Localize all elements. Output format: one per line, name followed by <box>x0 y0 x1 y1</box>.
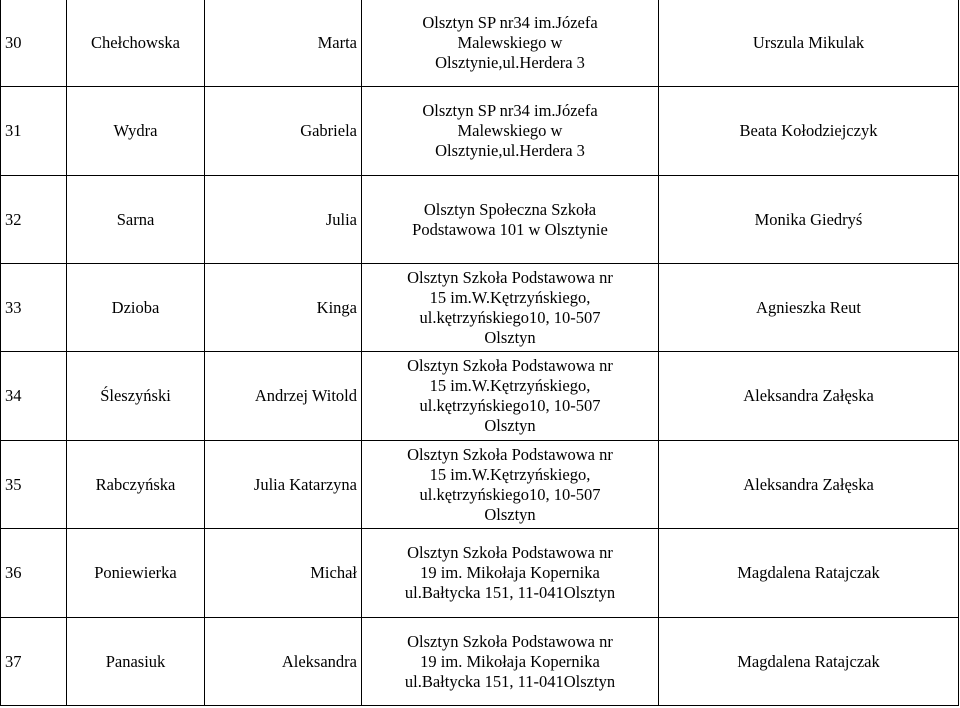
school-cell: Olsztyn Szkoła Podstawowa nr 15 im.W.Kętrzyńskiego, ul.kętrzyńskiego10, 10-507 Olsztyn <box>362 441 659 529</box>
school-cell: Olsztyn Szkoła Podstawowa nr 15 im.W.Kętrzyńskiego, ul.kętrzyńskiego10, 10-507 Olsztyn <box>362 352 659 441</box>
table-row <box>1 441 959 529</box>
table-row <box>1 264 959 352</box>
first-name-cell: Julia Katarzyna <box>205 441 362 529</box>
table-row <box>1 618 959 706</box>
first-name-cell: Julia <box>205 176 362 264</box>
surname-cell: Poniewierka <box>67 529 205 618</box>
teacher-cell: Aleksandra Załęska <box>659 441 959 529</box>
table-row <box>1 176 959 264</box>
teacher-cell: Magdalena Ratajczak <box>659 529 959 618</box>
first-name-cell: Andrzej Witold <box>205 352 362 441</box>
row-number: 30 <box>1 0 67 87</box>
surname-cell: Wydra <box>67 87 205 176</box>
first-name-cell: Gabriela <box>205 87 362 176</box>
row-number: 33 <box>1 264 67 352</box>
surname-cell: Dzioba <box>67 264 205 352</box>
school-cell: Olsztyn Społeczna Szkoła Podstawowa 101 w Olsztynie <box>362 176 659 264</box>
surname-cell: Chełchowska <box>67 0 205 87</box>
first-name-cell: Michał <box>205 529 362 618</box>
table-row <box>1 0 959 87</box>
table-row <box>1 87 959 176</box>
teacher-cell: Aleksandra Załęska <box>659 352 959 441</box>
teacher-cell: Agnieszka Reut <box>659 264 959 352</box>
table-row <box>1 529 959 618</box>
surname-cell: Śleszyński <box>67 352 205 441</box>
teacher-cell: Beata Kołodziejczyk <box>659 87 959 176</box>
row-number: 31 <box>1 87 67 176</box>
row-number: 35 <box>1 441 67 529</box>
table-row <box>1 352 959 441</box>
row-number: 36 <box>1 529 67 618</box>
school-cell: Olsztyn Szkoła Podstawowa nr 15 im.W.Kętrzyńskiego, ul.kętrzyńskiego10, 10-507 Olsztyn <box>362 264 659 352</box>
teacher-cell: Monika Giedryś <box>659 176 959 264</box>
row-number: 34 <box>1 352 67 441</box>
surname-cell: Rabczyńska <box>67 441 205 529</box>
school-cell: Olsztyn Szkoła Podstawowa nr 19 im. Mikołaja Kopernika ul.Bałtycka 151, 11-041Olsztyn <box>362 529 659 618</box>
school-cell: Olsztyn Szkoła Podstawowa nr 19 im. Mikołaja Kopernika ul.Bałtycka 151, 11-041Olsztyn <box>362 618 659 706</box>
first-name-cell: Marta <box>205 0 362 87</box>
first-name-cell: Aleksandra <box>205 618 362 706</box>
surname-cell: Panasiuk <box>67 618 205 706</box>
school-cell: Olsztyn SP nr34 im.Józefa Malewskiego w Olsztynie,ul.Herdera 3 <box>362 87 659 176</box>
row-number: 37 <box>1 618 67 706</box>
first-name-cell: Kinga <box>205 264 362 352</box>
surname-cell: Sarna <box>67 176 205 264</box>
teacher-cell: Urszula Mikulak <box>659 0 959 87</box>
teacher-cell: Magdalena Ratajczak <box>659 618 959 706</box>
row-number: 32 <box>1 176 67 264</box>
school-cell: Olsztyn SP nr34 im.Józefa Malewskiego w Olsztynie,ul.Herdera 3 <box>362 0 659 87</box>
